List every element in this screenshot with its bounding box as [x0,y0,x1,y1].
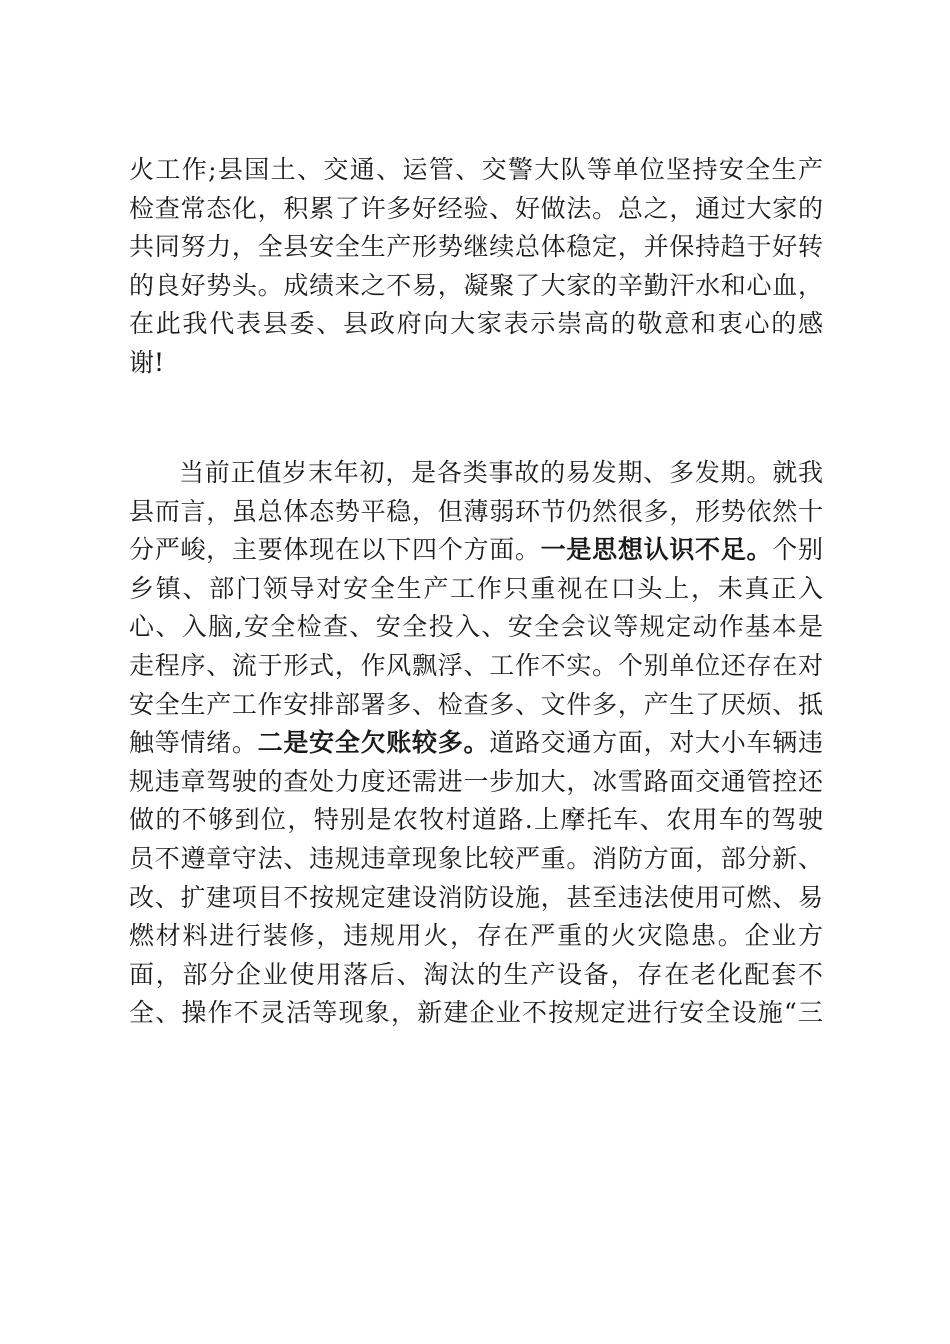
paragraph-line [129,724,823,763]
line-text: 个别 [772,535,823,565]
paragraph-line: 规违章驾驶的查处力度还需进一步加大，冰雪路面交通管控还 [129,766,823,796]
paragraph-line: 当前正值岁末年初，是各类事故的易发期、多发期。就我 [179,458,823,487]
paragraph-situation [129,454,823,1033]
line-text: 道路交通方面，对大小车辆违 [489,728,823,758]
paragraph-line: 的良好势头。成绩来之不易，凝聚了大家的辛勤汗水和心血， [129,270,823,300]
paragraph-line: 检查常态化，积累了许多好经验、好做法。总之，通过大家的 [129,193,823,223]
paragraph-line: 改、扩建项目不按规定建设消防设施，甚至违法使用可燃、易 [129,882,823,912]
paragraph-line: 员不遵章守法、违规违章现象比较严重。消防方面，部分新、 [129,843,823,873]
paragraph-line: 乡镇、部门领导对安全生产工作只重视在口头上，未真正入 [129,573,823,603]
line-text: 分严峻，主要体现在以下四个方面。 [129,535,541,565]
paragraph-line: 火工作;县国土、交通、运管、交警大队等单位坚持安全生产 [129,155,823,184]
paragraph-line: 安全生产工作安排部署多、检查多、文件多，产生了厌烦、抵 [129,689,823,719]
paragraph-line: 全、操作不灵活等现象，新建企业不按规定进行安全设施“三 [129,998,823,1028]
paragraph-line: 谢! [129,347,165,377]
paragraph-line: 共同努力，全县安全生产形势继续总体稳定，并保持趋于好转 [129,232,823,262]
paragraph-line [129,531,823,570]
paragraph-line: 做的不够到位，特别是农牧村道路.上摩托车、农用车的驾驶 [129,805,823,835]
paragraph-line: 心、入脑,安全检查、安全投入、安全会议等规定动作基本是 [129,612,823,642]
paragraph-line: 在此我代表县委、县政府向大家表示崇高的敬意和衷心的感 [129,309,823,339]
paragraph-line: 走程序、流于形式，作风飘浮、工作不实。个别单位还存在对 [129,650,823,680]
heading-point-one: 一是思想认识不足。 [540,535,773,565]
paragraph-continuation [129,151,823,383]
heading-point-two: 二是安全欠账较多。 [257,728,490,758]
paragraph-line: 面，部分企业使用落后、淘汰的生产设备，存在老化配套不 [129,959,823,989]
line-text: 触等情绪。 [129,728,258,758]
paragraph-line: 县而言，虽总体态势平稳，但薄弱环节仍然很多，形势依然十 [129,496,823,526]
paragraph-line: 燃材料进行装修，违规用火，存在严重的火灾隐患。企业方 [129,921,823,951]
